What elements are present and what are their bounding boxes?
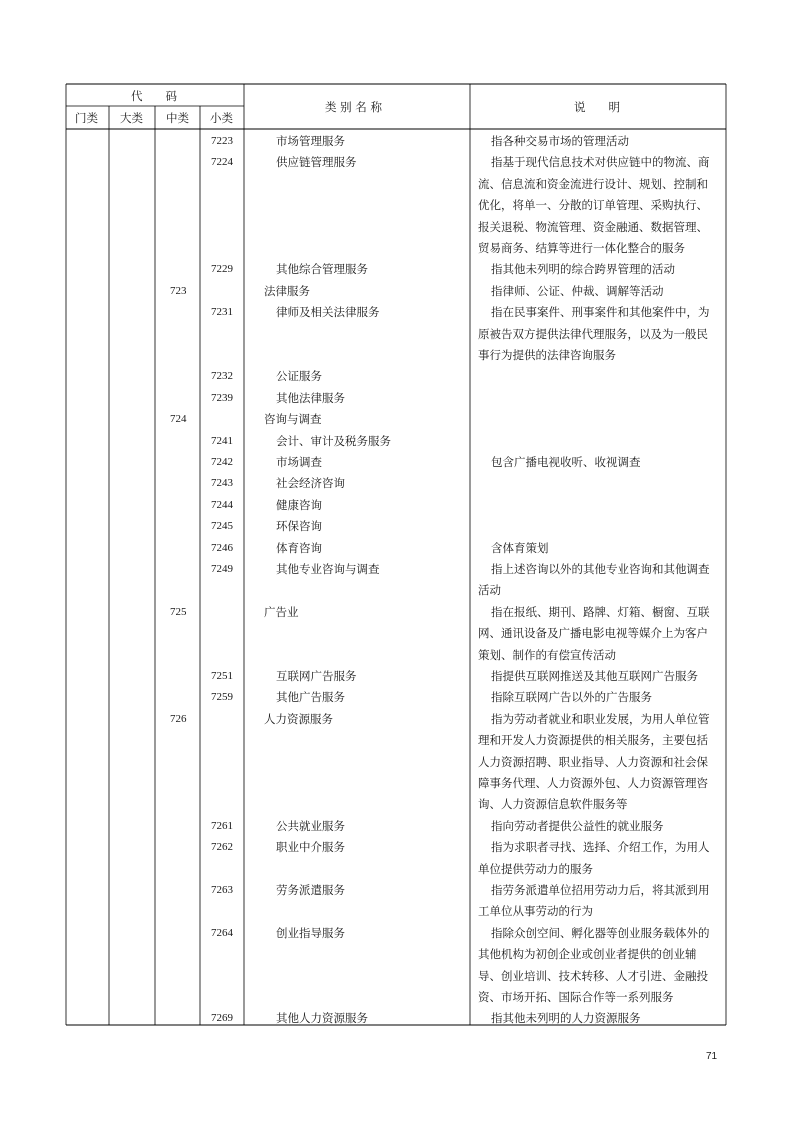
header-col-xiaolei: 小类	[210, 111, 233, 125]
description-line: 指律师、公证、仲裁、调解等活动	[491, 283, 664, 298]
category-name: 其他法律服务	[276, 390, 345, 405]
xiaolei-code: 7269	[211, 1012, 233, 1025]
category-name: 广告业	[264, 604, 299, 619]
xiaolei-code: 7241	[211, 434, 233, 447]
page-number: 71	[706, 1051, 718, 1062]
zhonglei-code: 723	[170, 284, 187, 297]
description-line: 指其他未列明的人力资源服务	[491, 1011, 641, 1026]
description-line: 指基于现代信息技术对供应链中的物流、商	[491, 155, 710, 170]
zhonglei-code: 725	[170, 605, 187, 618]
description-line: 贸易商务、结算等进行一体化整合的服务	[478, 241, 685, 255]
description-line: 指在报纸、期刊、路牌、灯箱、橱窗、互联	[491, 604, 710, 619]
xiaolei-code: 7243	[211, 477, 233, 490]
header-col-zhonglei: 中类	[166, 111, 189, 125]
xiaolei-code: 7223	[211, 135, 233, 147]
category-name: 公证服务	[276, 369, 322, 384]
category-name: 其他专业咨询与调查	[276, 562, 380, 576]
description-line: 事行为提供的法律咨询服务	[478, 348, 616, 362]
description-line: 指向劳动者提供公益性的就业服务	[491, 818, 664, 833]
header-code-group: 代 码	[131, 89, 177, 103]
xiaolei-code: 7224	[211, 156, 233, 169]
description-line: 包含广播电视收听、收视调查	[491, 455, 641, 469]
description-line: 指为劳动者就业和职业发展，为用人单位管	[491, 711, 710, 726]
category-name: 其他广告服务	[276, 690, 345, 705]
xiaolei-code: 7239	[211, 391, 233, 404]
description-line: 工单位从事劳动的行为	[478, 904, 593, 919]
header-col-name: 类 别 名 称	[325, 100, 382, 114]
description-line: 原被告双方提供法律代理服务，以及为一般民	[478, 326, 708, 341]
category-name: 供应链管理服务	[276, 155, 357, 170]
description-line: 优化，将单一、分散的订单管理、采购执行、	[478, 198, 708, 213]
xiaolei-code: 7245	[211, 520, 233, 533]
description-line: 报关退税、物流管理、资金融通、数据管理、	[478, 219, 708, 234]
description-line: 人力资源招聘、职业指导、人力资源和社会保	[478, 754, 708, 769]
category-name: 律师及相关法律服务	[276, 305, 380, 320]
description-line: 指上述咨询以外的其他专业咨询和其他调查	[491, 562, 710, 576]
description-line: 其他机构为初创企业或创业者提供的创业辅	[478, 947, 697, 962]
category-name: 其他人力资源服务	[276, 1011, 368, 1026]
xiaolei-code: 7249	[211, 563, 233, 575]
description-line: 策划、制作的有偿宣传活动	[478, 647, 616, 662]
description-line: 指其他未列明的综合跨界管理的活动	[491, 262, 675, 277]
description-line: 指除互联网广告以外的广告服务	[491, 690, 652, 705]
category-name: 职业中介服务	[276, 840, 345, 855]
description-line: 询、人力资源信息软件服务等	[478, 797, 628, 812]
xiaolei-code: 7259	[211, 691, 233, 704]
description-line: 导、创业培训、技术转移、人才引进、金融投	[478, 968, 708, 983]
xiaolei-code: 7229	[211, 263, 233, 276]
description-line: 指除众创空间、孵化器等创业服务载体外的	[491, 925, 710, 940]
category-name: 环保咨询	[276, 519, 322, 534]
category-name: 劳务派遣服务	[276, 883, 345, 897]
category-name: 市场调查	[276, 455, 322, 469]
xiaolei-code: 7231	[211, 306, 233, 319]
zhonglei-code: 724	[170, 413, 187, 426]
description-line: 指为求职者寻找、选择、介绍工作，为用人	[491, 840, 710, 855]
description-line: 流、信息流和资金流进行设计、规划、控制和	[478, 176, 708, 191]
category-name: 社会经济咨询	[276, 476, 345, 491]
category-name: 会计、审计及税务服务	[276, 433, 391, 448]
description-line: 资、市场开拓、国际合作等一系列服务	[478, 990, 674, 1004]
header-col-menlei: 门类	[75, 111, 98, 125]
xiaolei-code: 7232	[211, 370, 233, 383]
header-col-desc: 说 明	[574, 100, 620, 114]
category-name: 法律服务	[264, 283, 310, 298]
description-line: 活动	[478, 583, 501, 598]
category-name: 市场管理服务	[276, 134, 345, 148]
category-name: 创业指导服务	[276, 925, 345, 940]
xiaolei-code: 7263	[211, 884, 233, 896]
xiaolei-code: 7242	[211, 456, 233, 468]
category-name: 咨询与调查	[264, 412, 322, 427]
header-col-dalei: 大类	[120, 111, 143, 125]
description-line: 障事务代理、人力资源外包、人力资源管理咨	[478, 776, 708, 790]
category-name: 体育咨询	[276, 540, 322, 555]
xiaolei-code: 7261	[211, 819, 233, 832]
xiaolei-code: 7251	[211, 670, 233, 682]
xiaolei-code: 7246	[211, 541, 233, 554]
category-name: 健康咨询	[276, 497, 322, 512]
category-name: 其他综合管理服务	[276, 262, 368, 277]
description-line: 单位提供劳动力的服务	[478, 861, 593, 876]
xiaolei-code: 7244	[211, 498, 233, 511]
description-line: 指提供互联网推送及其他互联网广告服务	[491, 669, 698, 683]
description-line: 含体育策划	[491, 540, 549, 555]
xiaolei-code: 7264	[211, 926, 233, 939]
zhonglei-code: 726	[170, 712, 187, 725]
description-line: 指在民事案件、刑事案件和其他案件中，为	[491, 305, 710, 320]
category-name: 人力资源服务	[264, 711, 333, 726]
description-line: 理和开发人力资源提供的相关服务，主要包括	[478, 733, 708, 748]
category-name: 公共就业服务	[276, 818, 345, 833]
description-line: 网、通讯设备及广播电影电视等媒介上为客户	[478, 626, 708, 641]
description-line: 指各种交易市场的管理活动	[491, 134, 629, 148]
description-line: 指劳务派遣单位招用劳动力后，将其派到用	[491, 883, 710, 897]
category-name: 互联网广告服务	[276, 669, 357, 683]
xiaolei-code: 7262	[211, 841, 233, 854]
